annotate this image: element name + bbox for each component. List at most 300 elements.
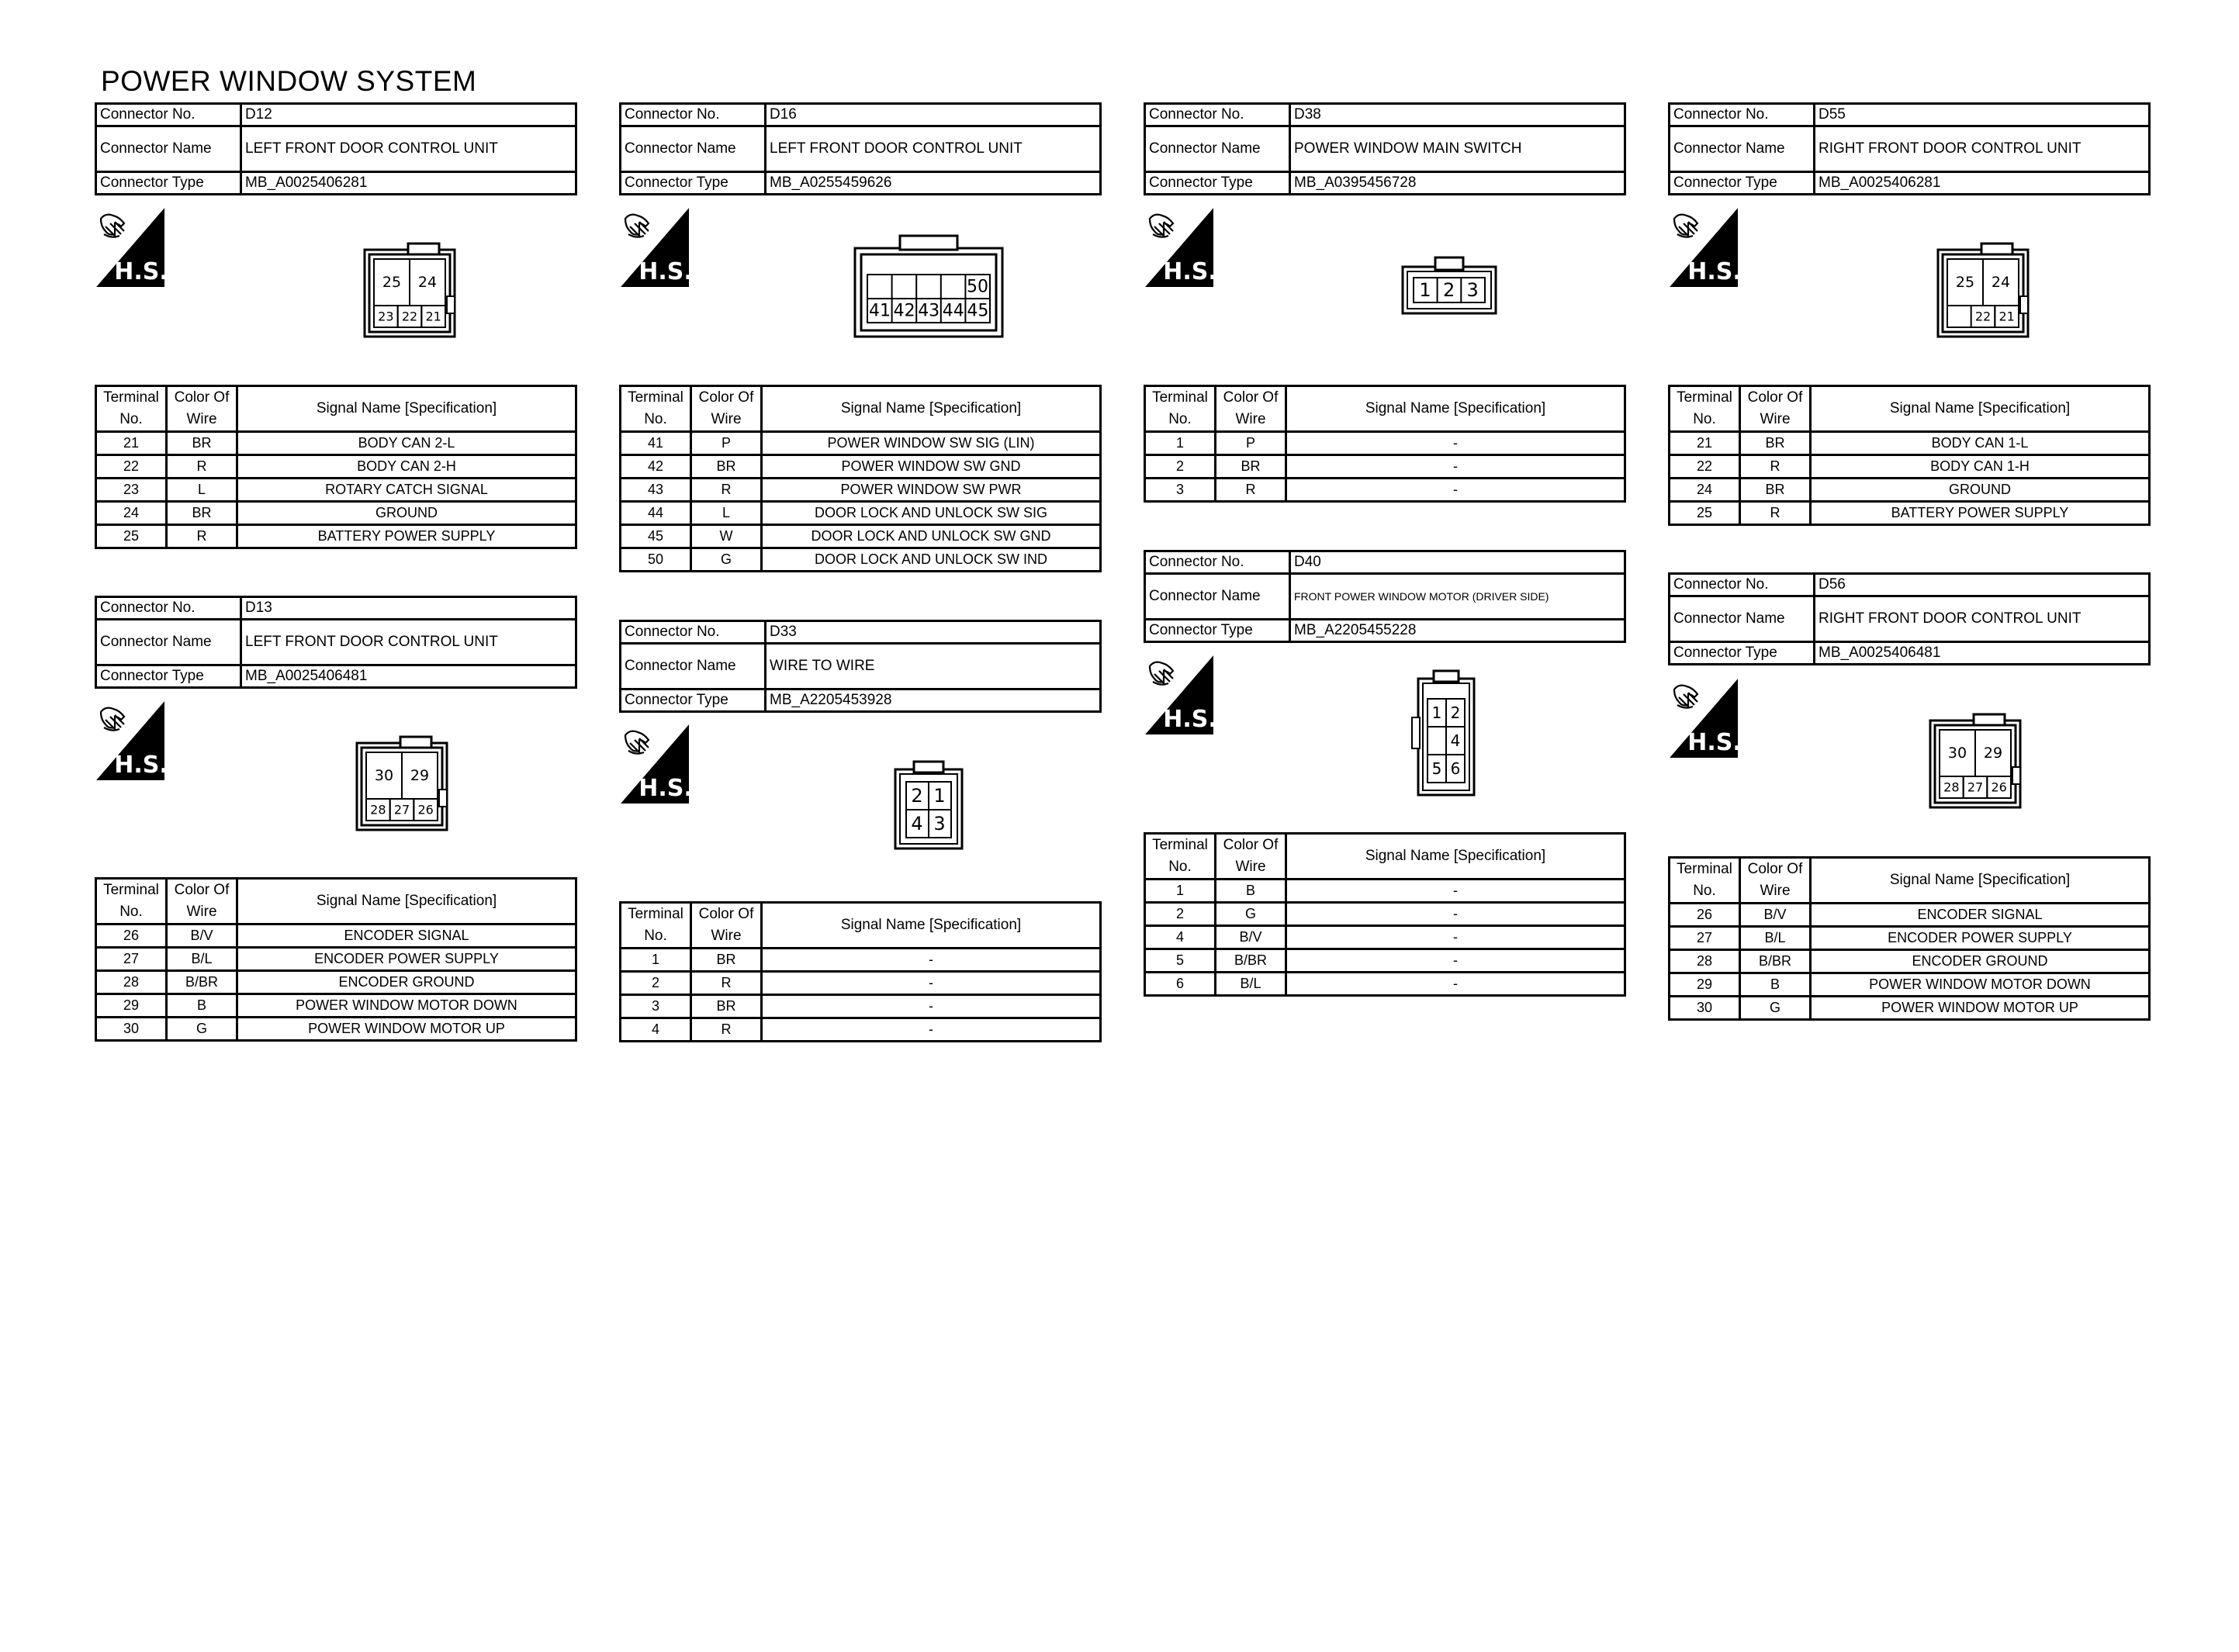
hs-label: H.S. bbox=[1163, 258, 1213, 285]
connector-name-value: LEFT FRONT DOOR CONTROL UNIT bbox=[241, 620, 576, 665]
signal-name: GROUND bbox=[237, 502, 576, 525]
connector-name-value: FRONT POWER WINDOW MOTOR (DRIVER SIDE) bbox=[1290, 574, 1625, 620]
pin-number: 4 bbox=[1450, 731, 1461, 750]
header-signal-name: Signal Name [Specification] bbox=[1811, 858, 2150, 904]
terminal-table bbox=[1668, 385, 2151, 526]
connector-type-value: MB_A0025406481 bbox=[1815, 642, 2150, 665]
pin-number: 2 bbox=[911, 785, 923, 807]
table-row bbox=[1145, 455, 1625, 479]
connector-type-value: MB_A0025406481 bbox=[241, 665, 576, 688]
label-connector-type: Connector Type bbox=[1145, 620, 1290, 642]
table-row bbox=[621, 479, 1101, 502]
connector-name-value: RIGHT FRONT DOOR CONTROL UNIT bbox=[1815, 596, 2150, 642]
table-row bbox=[1670, 432, 2150, 455]
label-connector-type: Connector Type bbox=[1670, 172, 1815, 195]
harness-side-icon bbox=[96, 701, 164, 780]
terminal-no: 25 bbox=[96, 525, 167, 548]
connector-type-value: MB_A0395456728 bbox=[1290, 172, 1625, 195]
connector-no-value: D12 bbox=[241, 104, 576, 126]
wire-color: BR bbox=[691, 455, 762, 479]
signal-name: - bbox=[1286, 432, 1625, 455]
label-connector-name: Connector Name bbox=[96, 620, 241, 665]
label-connector-no: Connector No. bbox=[621, 621, 766, 644]
label-connector-no: Connector No. bbox=[1145, 551, 1290, 574]
table-row bbox=[96, 948, 576, 971]
terminal-no: 23 bbox=[96, 479, 167, 502]
table-row bbox=[96, 455, 576, 479]
table-row bbox=[621, 548, 1101, 572]
harness-side-indicator bbox=[1670, 679, 1738, 758]
label-connector-name: Connector Name bbox=[96, 126, 241, 172]
pin-table bbox=[95, 877, 577, 1042]
harness-side-indicator bbox=[621, 724, 689, 804]
header-color-of-wire: Color Of Wire bbox=[691, 386, 762, 432]
signal-name: - bbox=[762, 1018, 1101, 1042]
terminal-no: 24 bbox=[96, 502, 167, 525]
pin-number: 24 bbox=[417, 274, 438, 291]
signal-name: ENCODER SIGNAL bbox=[237, 924, 576, 948]
pin-number: 30 bbox=[374, 767, 394, 784]
label-connector-name: Connector Name bbox=[1670, 596, 1815, 642]
pin-number: 26 bbox=[417, 802, 434, 817]
connector-d55 bbox=[1668, 102, 2151, 195]
wire-color: B/BR bbox=[167, 971, 237, 994]
wire-color: BR bbox=[167, 502, 237, 525]
connector-name-value: WIRE TO WIRE bbox=[766, 644, 1101, 689]
signal-name: - bbox=[1286, 880, 1625, 903]
terminal-table bbox=[619, 385, 1102, 572]
signal-name: POWER WINDOW MOTOR UP bbox=[237, 1018, 576, 1041]
header-signal-name: Signal Name [Specification] bbox=[762, 386, 1101, 432]
wire-color: G bbox=[167, 1018, 237, 1041]
table-row bbox=[1670, 950, 2150, 973]
pin-number: 4 bbox=[911, 813, 923, 835]
pin-number: 22 bbox=[401, 309, 418, 324]
harness-side-icon bbox=[1145, 208, 1213, 287]
signal-name: - bbox=[1286, 926, 1625, 949]
connector-header-table bbox=[1144, 550, 1626, 643]
header-color-of-wire: Color Of Wire bbox=[1216, 834, 1286, 880]
table-row bbox=[96, 432, 576, 455]
terminal-no: 3 bbox=[1145, 479, 1216, 502]
terminal-no: 29 bbox=[96, 994, 167, 1018]
header-terminal-no: Terminal No. bbox=[1145, 834, 1216, 880]
table-row bbox=[1670, 455, 2150, 479]
signal-name: - bbox=[762, 949, 1101, 972]
table-row bbox=[1145, 432, 1625, 455]
connector-header-table bbox=[619, 102, 1102, 195]
signal-name: ENCODER POWER SUPPLY bbox=[1811, 927, 2150, 950]
hs-label: H.S. bbox=[1687, 729, 1738, 756]
table-row bbox=[1670, 479, 2150, 502]
signal-name: GROUND bbox=[1811, 479, 2150, 502]
header-terminal-no: Terminal No. bbox=[1145, 386, 1216, 432]
pin-number: 43 bbox=[918, 301, 940, 321]
table-row bbox=[1145, 973, 1625, 996]
pin-number: 27 bbox=[393, 802, 410, 817]
header-terminal-no: Terminal No. bbox=[621, 386, 691, 432]
signal-name: BODY CAN 2-H bbox=[237, 455, 576, 479]
pin-number: 5 bbox=[1431, 759, 1442, 778]
terminal-no: 43 bbox=[621, 479, 691, 502]
header-signal-name: Signal Name [Specification] bbox=[762, 903, 1101, 949]
connector-header-table bbox=[95, 596, 577, 689]
pin-number: 21 bbox=[1998, 309, 2015, 324]
signal-name: POWER WINDOW SW SIG (LIN) bbox=[762, 432, 1101, 455]
table-row bbox=[1670, 927, 2150, 950]
pin-number: 1 bbox=[1419, 279, 1431, 301]
terminal-no: 2 bbox=[1145, 903, 1216, 926]
connector-no-value: D13 bbox=[241, 597, 576, 620]
harness-side-icon bbox=[1670, 679, 1738, 758]
signal-name: BATTERY POWER SUPPLY bbox=[1811, 502, 2150, 525]
pin-table bbox=[1144, 832, 1626, 997]
signal-name: ENCODER GROUND bbox=[1811, 950, 2150, 973]
terminal-no: 28 bbox=[1670, 950, 1740, 973]
wire-color: R bbox=[1216, 479, 1286, 502]
label-connector-name: Connector Name bbox=[621, 644, 766, 689]
connector-type-value: MB_A2205455228 bbox=[1290, 620, 1625, 642]
label-connector-no: Connector No. bbox=[96, 104, 241, 126]
table-row bbox=[621, 432, 1101, 455]
connector-header-table bbox=[95, 102, 577, 195]
label-connector-type: Connector Type bbox=[621, 172, 766, 195]
table-row bbox=[1145, 926, 1625, 949]
wire-color: BR bbox=[167, 432, 237, 455]
table-row bbox=[1670, 997, 2150, 1020]
connector-d16 bbox=[619, 102, 1102, 195]
signal-name: DOOR LOCK AND UNLOCK SW IND bbox=[762, 548, 1101, 572]
table-row bbox=[96, 479, 576, 502]
connector-d33 bbox=[619, 620, 1102, 713]
connector-d38 bbox=[1144, 102, 1626, 195]
header-color-of-wire: Color Of Wire bbox=[1740, 386, 1811, 432]
terminal-table bbox=[95, 385, 577, 549]
harness-side-indicator bbox=[1670, 208, 1738, 287]
harness-side-icon bbox=[621, 208, 689, 287]
table-row bbox=[1145, 880, 1625, 903]
pin-table bbox=[1668, 856, 2151, 1021]
signal-name: BODY CAN 1-H bbox=[1811, 455, 2150, 479]
connector-header-table bbox=[619, 620, 1102, 713]
table-row bbox=[621, 949, 1101, 972]
terminal-no: 1 bbox=[1145, 880, 1216, 903]
header-color-of-wire: Color Of Wire bbox=[1740, 858, 1811, 904]
terminal-no: 25 bbox=[1670, 502, 1740, 525]
signal-name: - bbox=[762, 972, 1101, 995]
header-terminal-no: Terminal No. bbox=[1670, 858, 1740, 904]
terminal-no: 2 bbox=[621, 972, 691, 995]
terminal-no: 1 bbox=[1145, 432, 1216, 455]
hs-label: H.S. bbox=[638, 775, 689, 802]
table-row bbox=[1670, 904, 2150, 927]
table-row bbox=[96, 994, 576, 1018]
signal-name: - bbox=[1286, 903, 1625, 926]
signal-name: POWER WINDOW SW GND bbox=[762, 455, 1101, 479]
connector-d56 bbox=[1668, 572, 2151, 665]
header-signal-name: Signal Name [Specification] bbox=[1811, 386, 2150, 432]
header-color-of-wire: Color Of Wire bbox=[167, 879, 237, 924]
label-connector-no: Connector No. bbox=[96, 597, 241, 620]
terminal-table bbox=[619, 901, 1102, 1042]
terminal-no: 27 bbox=[1670, 927, 1740, 950]
table-row bbox=[1145, 949, 1625, 973]
signal-name: BODY CAN 1-L bbox=[1811, 432, 2150, 455]
header-terminal-no: Terminal No. bbox=[1670, 386, 1740, 432]
header-signal-name: Signal Name [Specification] bbox=[237, 879, 576, 924]
connector-type-value: MB_A0255459626 bbox=[766, 172, 1101, 195]
terminal-no: 24 bbox=[1670, 479, 1740, 502]
terminal-no: 29 bbox=[1670, 973, 1740, 997]
table-row bbox=[96, 971, 576, 994]
label-connector-type: Connector Type bbox=[1670, 642, 1815, 665]
terminal-no: 26 bbox=[1670, 904, 1740, 927]
terminal-no: 4 bbox=[621, 1018, 691, 1042]
harness-side-icon bbox=[621, 724, 689, 804]
pin-number: 29 bbox=[1983, 745, 2003, 762]
connector-no-value: D16 bbox=[766, 104, 1101, 126]
header-color-of-wire: Color Of Wire bbox=[1216, 386, 1286, 432]
pin-table bbox=[619, 385, 1102, 572]
terminal-no: 3 bbox=[621, 995, 691, 1018]
label-connector-no: Connector No. bbox=[621, 104, 766, 126]
header-color-of-wire: Color Of Wire bbox=[167, 386, 237, 432]
wire-color: R bbox=[1740, 455, 1811, 479]
connector-type-value: MB_A0025406281 bbox=[1815, 172, 2150, 195]
signal-name: POWER WINDOW MOTOR UP bbox=[1811, 997, 2150, 1020]
connector-type-value: MB_A2205453928 bbox=[766, 689, 1101, 712]
connector-no-value: D33 bbox=[766, 621, 1101, 644]
table-row bbox=[1670, 973, 2150, 997]
header-terminal-no: Terminal No. bbox=[621, 903, 691, 949]
table-row bbox=[96, 502, 576, 525]
pin-table bbox=[619, 901, 1102, 1042]
terminal-no: 4 bbox=[1145, 926, 1216, 949]
label-connector-no: Connector No. bbox=[1145, 104, 1290, 126]
wire-color: P bbox=[1216, 432, 1286, 455]
connector-no-value: D38 bbox=[1290, 104, 1625, 126]
terminal-no: 30 bbox=[1670, 997, 1740, 1020]
wire-color: R bbox=[167, 455, 237, 479]
connector-d12 bbox=[95, 102, 577, 195]
signal-name: ENCODER GROUND bbox=[237, 971, 576, 994]
header-terminal-no: Terminal No. bbox=[96, 879, 167, 924]
wire-color: R bbox=[691, 972, 762, 995]
pin-number: 26 bbox=[1991, 779, 2007, 795]
header-terminal-no: Terminal No. bbox=[96, 386, 167, 432]
terminal-no: 50 bbox=[621, 548, 691, 572]
wire-color: G bbox=[1216, 903, 1286, 926]
pin-number: 28 bbox=[370, 802, 386, 817]
terminal-table bbox=[1144, 832, 1626, 997]
pin-number: 22 bbox=[1974, 309, 1992, 324]
wire-color: G bbox=[691, 548, 762, 572]
label-connector-type: Connector Type bbox=[1145, 172, 1290, 195]
terminal-no: 22 bbox=[96, 455, 167, 479]
label-connector-name: Connector Name bbox=[1145, 126, 1290, 172]
harness-side-indicator bbox=[621, 208, 689, 287]
harness-side-icon bbox=[96, 208, 164, 287]
signal-name: ENCODER POWER SUPPLY bbox=[237, 948, 576, 971]
signal-name: DOOR LOCK AND UNLOCK SW GND bbox=[762, 525, 1101, 548]
pin-number: 2 bbox=[1450, 703, 1461, 722]
signal-name: ENCODER SIGNAL bbox=[1811, 904, 2150, 927]
table-row bbox=[96, 1018, 576, 1041]
pin-number: 25 bbox=[1955, 274, 1975, 291]
wire-color: B bbox=[167, 994, 237, 1018]
pin-number: 1 bbox=[1431, 703, 1442, 722]
harness-side-indicator bbox=[96, 208, 164, 287]
label-connector-no: Connector No. bbox=[1670, 104, 1815, 126]
hs-label: H.S. bbox=[1163, 706, 1213, 733]
pin-number: 21 bbox=[425, 309, 441, 324]
wire-color: W bbox=[691, 525, 762, 548]
pin-number: 24 bbox=[1991, 274, 2011, 291]
pin-number: 23 bbox=[378, 309, 394, 324]
label-connector-name: Connector Name bbox=[1670, 126, 1815, 172]
pin-number: 25 bbox=[382, 274, 402, 291]
wire-color: B/L bbox=[1740, 927, 1811, 950]
wire-color: P bbox=[691, 432, 762, 455]
terminal-no: 6 bbox=[1145, 973, 1216, 996]
signal-name: - bbox=[762, 995, 1101, 1018]
terminal-table bbox=[1144, 385, 1626, 503]
pin-table bbox=[1668, 385, 2151, 526]
wire-color: BR bbox=[1740, 432, 1811, 455]
header-color-of-wire: Color Of Wire bbox=[691, 903, 762, 949]
harness-side-indicator bbox=[96, 701, 164, 780]
harness-side-indicator bbox=[1145, 655, 1213, 734]
pin-number: 2 bbox=[1442, 279, 1455, 301]
terminal-no: 21 bbox=[96, 432, 167, 455]
table-row bbox=[621, 972, 1101, 995]
wire-color: BR bbox=[691, 949, 762, 972]
signal-name: POWER WINDOW MOTOR DOWN bbox=[1811, 973, 2150, 997]
wire-color: R bbox=[691, 479, 762, 502]
table-row bbox=[96, 924, 576, 948]
pin-table bbox=[95, 385, 577, 549]
signal-name: POWER WINDOW MOTOR DOWN bbox=[237, 994, 576, 1018]
connector-no-value: D55 bbox=[1815, 104, 2150, 126]
signal-name: - bbox=[1286, 973, 1625, 996]
terminal-no: 42 bbox=[621, 455, 691, 479]
wire-color: L bbox=[691, 502, 762, 525]
pin-number: 42 bbox=[893, 301, 915, 321]
harness-side-icon bbox=[1670, 208, 1738, 287]
wire-color: BR bbox=[1740, 479, 1811, 502]
wire-color: B/V bbox=[1740, 904, 1811, 927]
wire-color: B/L bbox=[167, 948, 237, 971]
table-row bbox=[1145, 903, 1625, 926]
terminal-no: 2 bbox=[1145, 455, 1216, 479]
signal-name: - bbox=[1286, 949, 1625, 973]
terminal-table bbox=[95, 877, 577, 1042]
connector-name-value: LEFT FRONT DOOR CONTROL UNIT bbox=[241, 126, 576, 172]
wire-color: B/L bbox=[1216, 973, 1286, 996]
pin-number: 50 bbox=[967, 277, 988, 297]
connector-header-table bbox=[1668, 102, 2151, 195]
label-connector-name: Connector Name bbox=[1145, 574, 1290, 620]
connector-d13 bbox=[95, 596, 577, 689]
pin-number: 30 bbox=[1947, 745, 1967, 762]
label-connector-type: Connector Type bbox=[96, 665, 241, 688]
wire-color: L bbox=[167, 479, 237, 502]
pin-number: 3 bbox=[933, 813, 946, 835]
signal-name: BATTERY POWER SUPPLY bbox=[237, 525, 576, 548]
pin-number: 41 bbox=[869, 301, 891, 321]
label-connector-type: Connector Type bbox=[621, 689, 766, 712]
wire-color: B/BR bbox=[1740, 950, 1811, 973]
signal-name: DOOR LOCK AND UNLOCK SW SIG bbox=[762, 502, 1101, 525]
table-row bbox=[96, 525, 576, 548]
connector-name-value: POWER WINDOW MAIN SWITCH bbox=[1290, 126, 1625, 172]
pin-number: 3 bbox=[1466, 279, 1479, 301]
harness-side-icon bbox=[1145, 655, 1213, 734]
wire-color: R bbox=[167, 525, 237, 548]
terminal-no: 27 bbox=[96, 948, 167, 971]
table-row bbox=[1670, 502, 2150, 525]
terminal-no: 30 bbox=[96, 1018, 167, 1041]
wire-color: BR bbox=[1216, 455, 1286, 479]
table-row bbox=[1145, 479, 1625, 502]
terminal-no: 44 bbox=[621, 502, 691, 525]
connector-name-value: LEFT FRONT DOOR CONTROL UNIT bbox=[766, 126, 1101, 172]
table-row bbox=[621, 455, 1101, 479]
signal-name: - bbox=[1286, 479, 1625, 502]
terminal-no: 26 bbox=[96, 924, 167, 948]
connector-header-table bbox=[1144, 102, 1626, 195]
hs-label: H.S. bbox=[114, 258, 164, 285]
terminal-no: 22 bbox=[1670, 455, 1740, 479]
hs-label: H.S. bbox=[114, 752, 164, 779]
header-signal-name: Signal Name [Specification] bbox=[237, 386, 576, 432]
pin-number: 28 bbox=[1943, 779, 1960, 795]
table-row bbox=[621, 995, 1101, 1018]
wire-color: B bbox=[1216, 880, 1286, 903]
table-row bbox=[621, 525, 1101, 548]
label-connector-type: Connector Type bbox=[96, 172, 241, 195]
header-signal-name: Signal Name [Specification] bbox=[1286, 834, 1625, 880]
pin-number: 6 bbox=[1450, 759, 1461, 778]
pin-number: 44 bbox=[942, 301, 964, 321]
connector-type-value: MB_A0025406281 bbox=[241, 172, 576, 195]
wire-color: B/BR bbox=[1216, 949, 1286, 973]
wire-color: BR bbox=[691, 995, 762, 1018]
terminal-no: 5 bbox=[1145, 949, 1216, 973]
terminal-no: 21 bbox=[1670, 432, 1740, 455]
terminal-no: 45 bbox=[621, 525, 691, 548]
wire-color: R bbox=[691, 1018, 762, 1042]
header-signal-name: Signal Name [Specification] bbox=[1286, 386, 1625, 432]
terminal-table bbox=[1668, 856, 2151, 1021]
wire-color: G bbox=[1740, 997, 1811, 1020]
connector-d40 bbox=[1144, 550, 1626, 643]
label-connector-name: Connector Name bbox=[621, 126, 766, 172]
pin-number: 1 bbox=[933, 785, 946, 807]
terminal-no: 28 bbox=[96, 971, 167, 994]
connector-no-value: D40 bbox=[1290, 551, 1625, 574]
pin-table bbox=[1144, 385, 1626, 503]
terminal-no: 41 bbox=[621, 432, 691, 455]
connector-name-value: RIGHT FRONT DOOR CONTROL UNIT bbox=[1815, 126, 2150, 172]
signal-name: POWER WINDOW SW PWR bbox=[762, 479, 1101, 502]
hs-label: H.S. bbox=[1687, 258, 1738, 285]
table-row bbox=[621, 1018, 1101, 1042]
terminal-no: 1 bbox=[621, 949, 691, 972]
signal-name: ROTARY CATCH SIGNAL bbox=[237, 479, 576, 502]
hs-label: H.S. bbox=[638, 258, 689, 285]
page-title: POWER WINDOW SYSTEM bbox=[101, 65, 477, 97]
